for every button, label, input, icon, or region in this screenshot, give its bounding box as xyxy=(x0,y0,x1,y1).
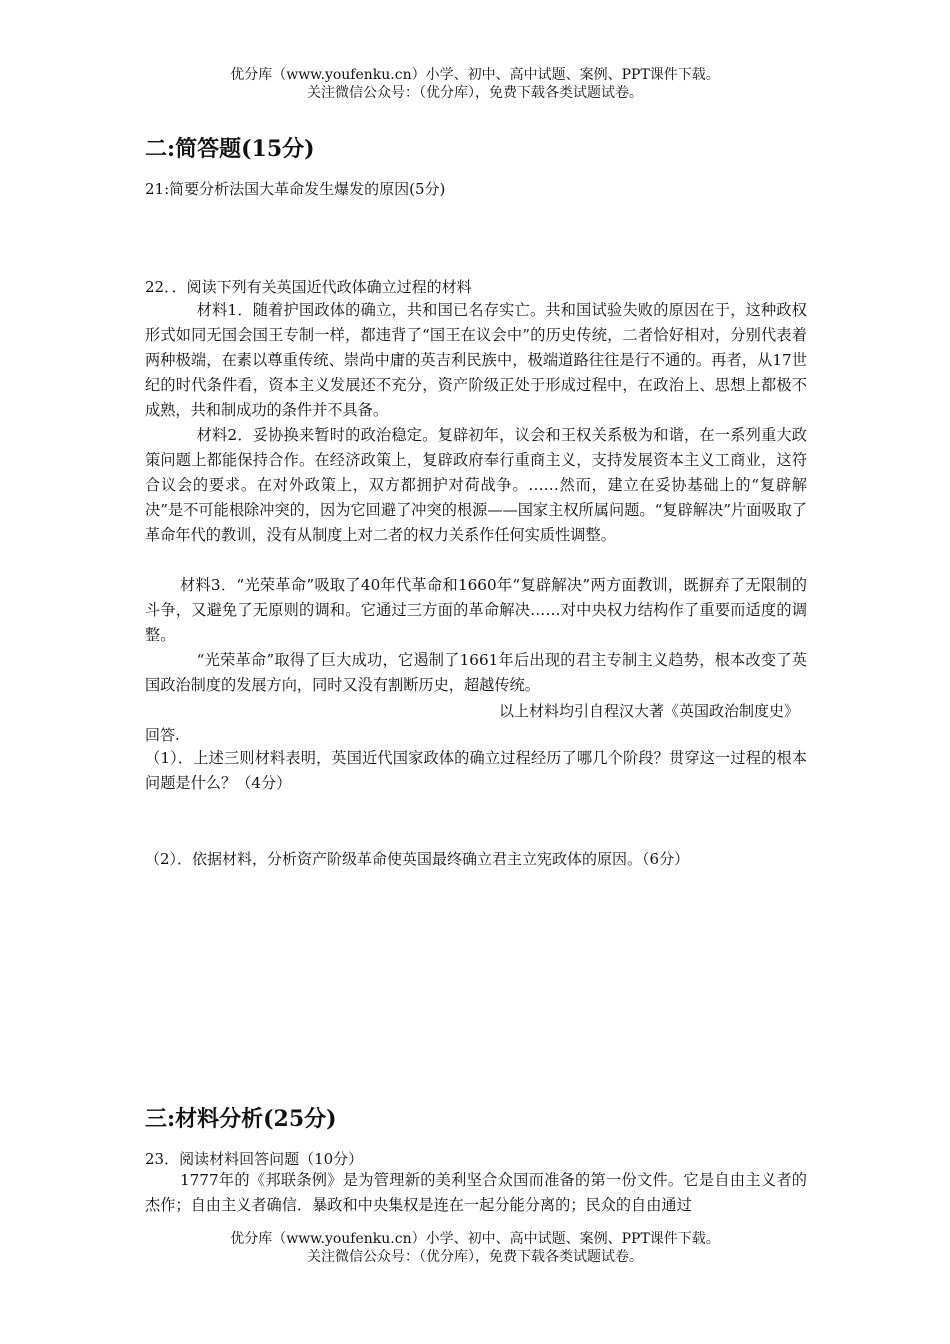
question-22-intro: 22．．阅读下列有关英国近代政体确立过程的材料 xyxy=(145,278,472,296)
question-21: 21:简要分析法国大革命发生爆发的原因(5分) xyxy=(145,180,446,198)
section-2-title: 二:简答题(15分) xyxy=(145,136,315,162)
footer-line-2: 关注微信公众号：（优分库），免费下载各类试题试卷。 xyxy=(307,1249,643,1265)
answer-prompt: 回答. xyxy=(145,726,180,744)
question-23-text: 1777年的《邦联条例》是为管理新的美利坚合众国而准备的第一份文件。它是自由主义者的杰作；自由主义者确信．暴政和中央集权是连在一起分能分离的；民众的自由通过 xyxy=(145,1171,807,1214)
section-3-title: 三:材料分析(25分) xyxy=(145,1106,337,1132)
material-2: 材料2．妥协换来暂时的政治稳定。复辟初年，议会和王权关系极为和谐，在一系列重大政策问题上都能保持合作。在经济政策上，复辟政府奉行重商主义，支持发展资本主义工商业，这符合议会的要求。在对外政策上，双方都拥护对荷战争。……然而，建立在妥协基础上的“复辟解决”是不可能根除冲突的，因为它回避了冲突的根源——国家主权所属问题。“复辟解决”片面吸取了革命年代的教训，没有从制度上对二者的权力关系作任何实质性调整。 xyxy=(145,426,807,544)
page-header xyxy=(0,66,950,102)
page-footer xyxy=(0,1230,950,1266)
material-1: 材料1．随着护国政体的确立，共和国已名存实亡。共和国试验失败的原因在于，这种政权形式如同无国会国王专制一样，都违背了“国王在议会中”的历史传统，二者恰好相对，分别代表着两种极端，在素以尊重传统、崇尚中庸的英吉利民族中，极端道路往往是行不通的。再者，从17世纪的时代条件看，资本主义发展还不充分，资产阶级正处于形成过程中，在政治上、思想上都极不成熟，共和制成功的条件并不具备。 xyxy=(145,301,807,419)
sub-question-1: （1）．上述三则材料表明，英国近代国家政体的确立过程经历了哪几个阶段？贯穿这一过程的根本问题是什么？（4分） xyxy=(145,749,807,792)
question-23-intro: 23．阅读材料回答问题（10分） xyxy=(145,1150,364,1168)
header-line-1: 优分库（www.youfenku.cn）小学、初中、高中试题、案例、PPT课件下载。 xyxy=(230,67,720,83)
sub-question-2: （2）．依据材料，分析资产阶级革命使英国最终确立君主立宪政体的原因。（6分） xyxy=(145,850,690,868)
material-source: 以上材料均引自程汉大著《英国政治制度史》 xyxy=(498,702,799,720)
footer-line-1: 优分库（www.youfenku.cn）小学、初中、高中试题、案例、PPT课件下载。 xyxy=(230,1231,720,1247)
header-line-2: 关注微信公众号：（优分库），免费下载各类试题试卷。 xyxy=(307,85,643,101)
material-3: 材料3．“光荣革命”吸取了40年代革命和1660年“复辟解决”两方面教训，既摒弃了无限制的斗争，又避免了无原则的调和。它通过三方面的革命解决……对中央权力结构作了重要而适度的调整。 xyxy=(145,576,807,644)
material-3-continued: “光荣革命”取得了巨大成功，它遏制了1661年后出现的君主专制主义趋势，根本改变了英国政治制度的发展方向，同时又没有割断历史，超越传统。 xyxy=(145,651,807,694)
